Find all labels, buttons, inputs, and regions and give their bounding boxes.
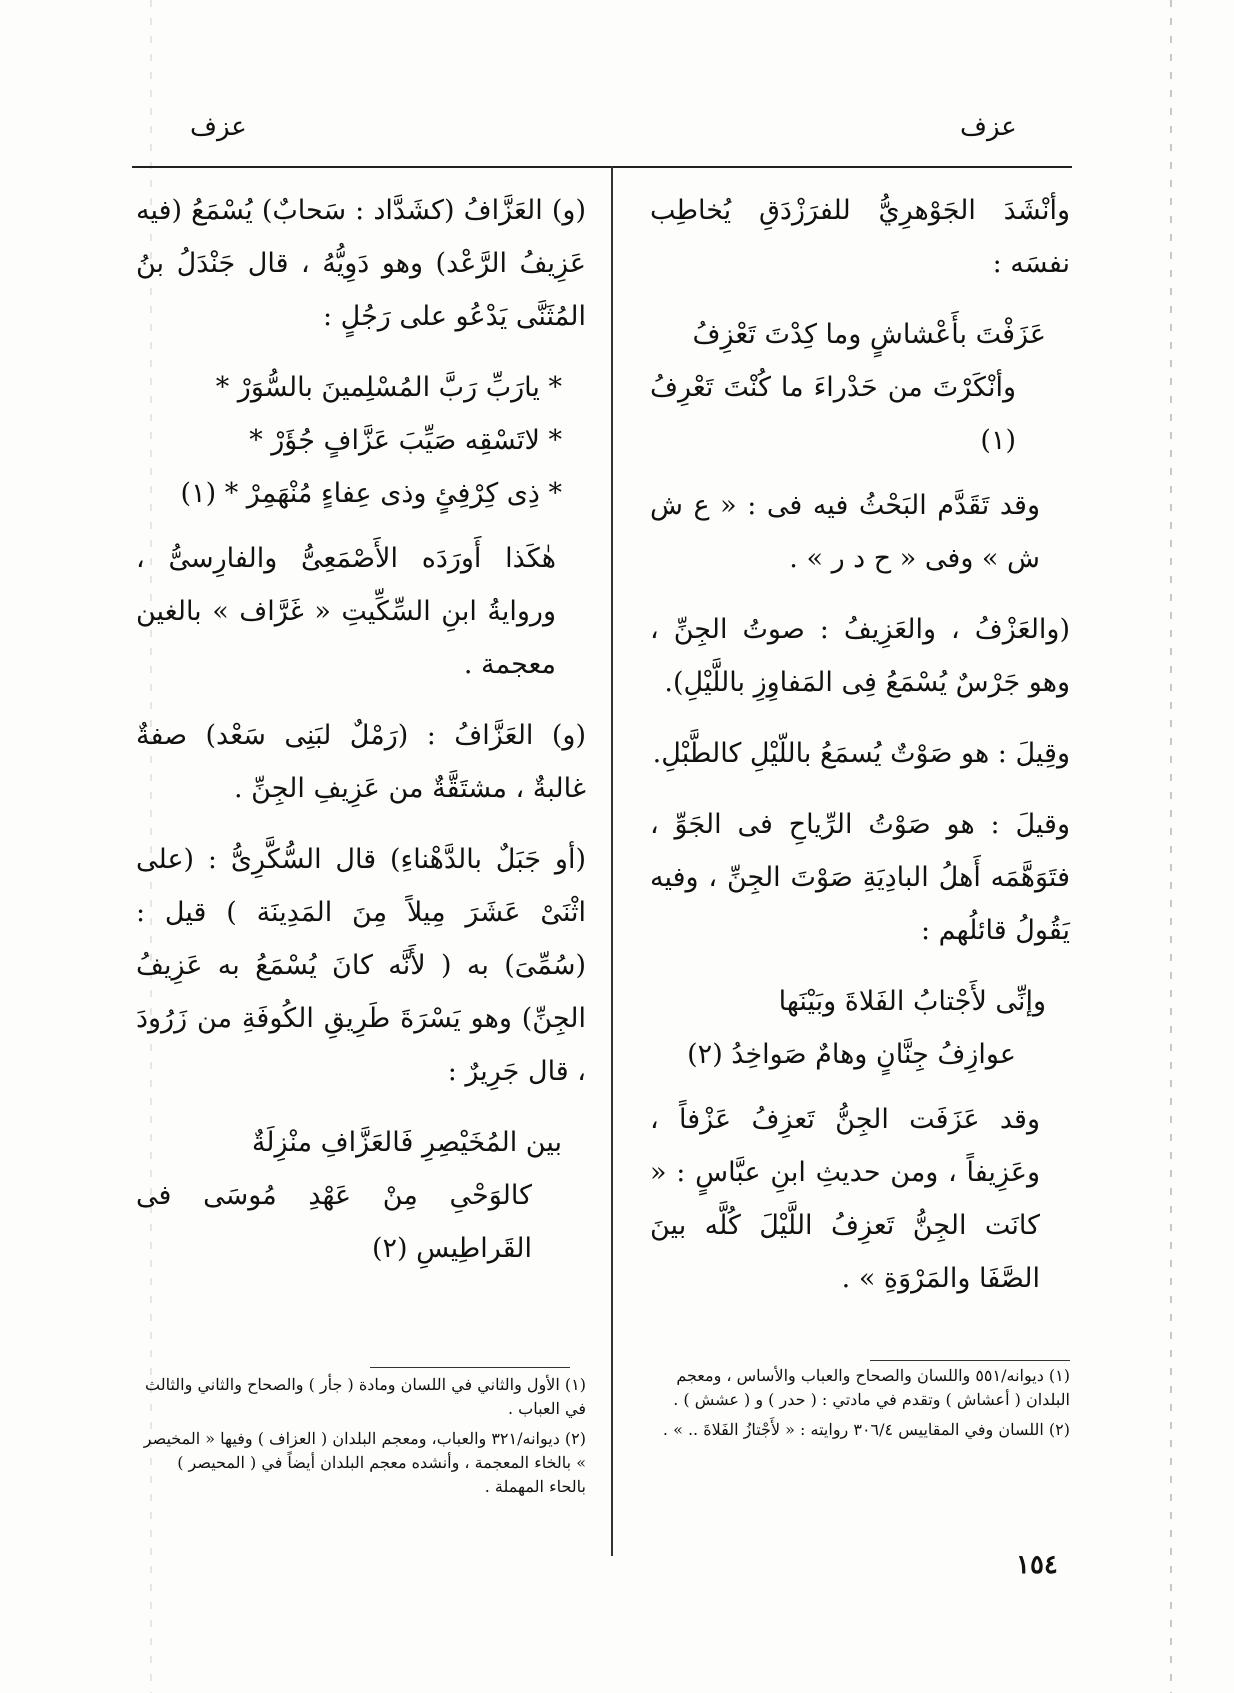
header-rule: [132, 166, 1072, 168]
paragraph: (والعَزْفُ ، والعَزِيفُ : صوتُ الجِنِّ ، وهو جَرْسٌ يُسْمَعُ فِى المَفاوِزِ باللَّيْلِ).: [650, 614, 1070, 698]
verse-line: وأنْكَرْتَ من حَدْراءَ ما كُنْتَ تَعْرِفُ (١): [650, 372, 1016, 456]
verse-line: عَزَفْتَ بأَعْشاشٍ وما كِدْتَ تَعْزِفُ: [692, 319, 1046, 350]
verse-line: كالوَحْىِ مِنْ عَهْدِ مُوسَى فى القَراطِيسِ (٢): [136, 1180, 532, 1264]
verse: [136, 361, 586, 520]
scan-artifact: [1170, 0, 1172, 1693]
verse: [650, 308, 1070, 467]
verse-line: * ذِى كِرْفِئٍ وذى عِفاءٍ مُنْهَمِرْ * (١): [180, 478, 562, 509]
column-divider: [611, 166, 613, 1556]
verse-line: وإنِّى لأَجْتابُ الفَلاةَ وبَيْنَها: [778, 986, 1046, 1017]
paragraph: هٰكَذا أَورَدَه الأَصْمَعِىُّ والفارِسىُّ ، وروايةُ ابنِ السِّكِّيتِ « غَرَّاف » بالغين معجمة .: [136, 543, 556, 680]
running-header-left: عزف: [190, 112, 247, 142]
paragraph: وقِيلَ : هو صَوْتٌ يُسمَعُ باللّيْلِ كالطَّبْلِ.: [652, 738, 1070, 769]
footnote-rule: [870, 1360, 1070, 1361]
paragraph: (و) العَزَّافُ (كشَدَّاد : سَحابٌ) يُسْمَعُ (فيه عَزِيفُ الرَّعْد) وهو دَوِيُّهُ ، قال جَنْدَلُ بنُ المُثَنَّى يَدْعُو على رَجُلٍ :: [136, 195, 586, 332]
footnotes-left: [136, 1373, 586, 1505]
running-header-right: عزف: [960, 112, 1017, 142]
verse: [650, 975, 1070, 1081]
footnote: (٢) اللسان وفي المقاييس ٣٠٦/٤ روايته : « لأَجْتازُ الفَلاةَ .. » .: [662, 1420, 1070, 1439]
paragraph: (أو جَبَلٌ بالدَّهْناءِ) قال السُّكَّرِىُّ : (على اثْنَىْ عَشَرَ مِيلاً مِنَ المَدِينَة ) قيل : (سُمِّىَ) به ( لأَنَّه كانَ يُسْمَعُ به عَزِيفُ الجِنِّ) وهو يَسْرَةَ طَرِيقِ الكُوفَةِ من زَرُودَ ، قال جَرِيرٌ :: [136, 844, 586, 1087]
verse-line: * يارَبِّ رَبَّ المُسْلِمينَ بالسُّوَرْ *: [215, 372, 562, 403]
verse: [136, 1116, 586, 1275]
footnotes-right: [650, 1364, 1070, 1448]
footnote: (٢) ديوانه/٣٢١ والعباب، ومعجم البلدان ( العزاف ) وفيها « المخيصر » بالخاء المعجمة ، وأنشده معجم البلدان أيضاً في ( المحيصر ) بالحاء المهملة .: [143, 1429, 586, 1496]
verse-line: * لاتَسْقِه صَيِّبَ عَزَّافٍ جُؤَرْ *: [249, 425, 562, 456]
paragraph: وقد تَقَدَّم البَحْثُ فيه فى : « ع ش ش » وفى « ح د ر » .: [650, 490, 1040, 574]
footnote-rule: [370, 1367, 570, 1368]
page-number: ١٥٤: [1016, 1550, 1058, 1580]
left-column: [136, 184, 586, 1287]
verse-line: بين المُخَيْصِرِ فَالعَزَّافِ منْزِلَةٌ: [251, 1127, 562, 1158]
paragraph: وأنْشَدَ الجَوْهرِيُّ للفرَزْدَقِ يُخاطِب نفسَه :: [650, 195, 1070, 279]
paragraph: وقيلَ : هو صَوْتُ الرِّياحِ فى الجَوِّ ، فتَوَهَّمَه أَهلُ البادِيَةِ صَوْتَ الجِنِّ ، وفيه يَقُولُ قائلُهم :: [650, 809, 1070, 946]
right-column: [650, 184, 1070, 1323]
footnote: (١) الأول والثاني في اللسان ومادة ( جأر ) والصحاح والثاني والثالث في العباب .: [145, 1375, 586, 1418]
paragraph: وقد عَزَفَت الجِنُّ تَعزِفُ عَزْفاً ، وعَزِيفاً ، ومن حديثِ ابنِ عبَّاسٍ : « كانَت الجِنُّ تَعزِفُ اللَّيْلَ كُلَّه بينَ الصَّفَا والمَرْوَةِ » .: [650, 1104, 1040, 1294]
verse-line: عوازِفُ جِنَّانٍ وهامٌ صَواخِدُ (٢): [687, 1039, 1016, 1070]
paragraph: (و) العَزَّافُ : (رَمْلٌ لبَنِى سَعْد) صفةٌ غالبةٌ ، مشتَقَّةٌ من عَزِيفِ الجِنِّ .: [136, 720, 586, 804]
footnote: (١) ديوانه/٥٥١ واللسان والصحاح والعباب والأساس ، ومعجم البلدان ( أعشاش ) وتقدم في مادتي : ( حدر ) و ( عشش ) .: [673, 1366, 1070, 1409]
